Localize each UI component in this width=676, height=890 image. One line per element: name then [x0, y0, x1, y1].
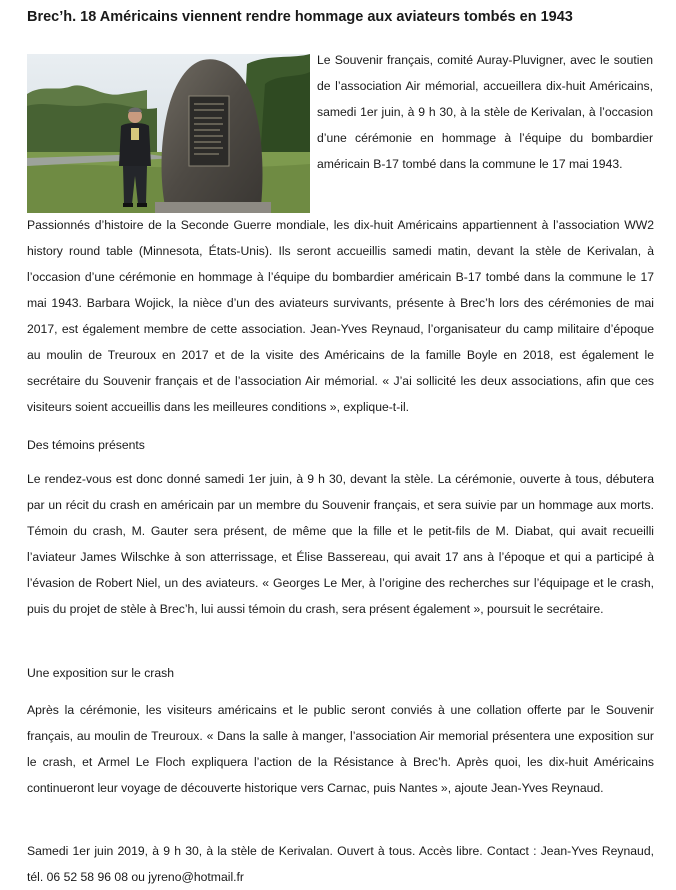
- practical-info: Samedi 1er juin 2019, à 9 h 30, à la stèle de Kerivalan. Ouvert à tous. Accès libre. Contact : Jean-Yves Reynaud, tél. 06 52 58 96 08 ou jyreno@hotmail.fr: [27, 844, 654, 884]
- body-paragraph-1: Passionnés d’histoire de la Seconde Guerre mondiale, les dix-huit Américains appartiennent à l’association WW2 history round table (Minnesota, États-Unis). Ils seront accueillis samedi matin, devant la stèle de Kerivalan, à l’occasion d’une cérémonie en hommage à l’équipe du bombardier américain B-17 tombé dans la commune le 17 mai 1943. Barbara Wojick, la nièce d’un des aviateurs survivants, présente à Brec’h lors des cérémonies de mai 2017, est également membre de cette association. Jean-Yves Reynaud, l’organisateur du camp militaire d’époque au moulin de Treuroux en 2017 et de la visite des Américains de la famille Boyle en 2018, est également le secrétaire du Souvenir français et de l’association Air mémorial. « J’ai sollicité les deux associations, afin que ces visiteurs soient accueillis dans les meilleures conditions », explique-t-il.: [27, 218, 654, 414]
- memorial-stele-photo: [27, 54, 310, 213]
- section-heading-temoins: Des témoins présents: [27, 438, 145, 452]
- article-title: Brec’h. 18 Américains viennent rendre hommage aux aviateurs tombés en 1943: [27, 9, 573, 25]
- body-paragraph-3: Après la cérémonie, les visiteurs américains et le public seront conviés à une collation offerte par le Souvenir français, au moulin de Treuroux. « Dans la salle à manger, l’association Air memorial présentera une exposition sur le crash, et Armel Le Floch expliquera l’action de la Résistance à Brec’h. Après quoi, les dix-huit Américains continueront leur voyage de découverte historique vers Carnac, puis Nantes », ajoute Jean-Yves Reynaud.: [27, 703, 654, 795]
- section-heading-exposition: Une exposition sur le crash: [27, 666, 174, 680]
- intro-paragraph: Le Souvenir français, comité Auray-Pluvigner, avec le soutien de l’association Air mémorial, accueillera dix-huit Américains, samedi 1er juin, à 9 h 30, à la stèle de Kerivalan, à l’occasion d’une cérémonie en hommage à l’équipe du bombardier américain B-17 tombé dans la commune le 17 mai 1943.: [317, 53, 653, 171]
- body-paragraph-2: Le rendez-vous est donc donné samedi 1er juin, à 9 h 30, devant la stèle. La cérémonie, ouverte à tous, débutera par un récit du crash en américain par un membre du Souvenir français, et sera suivie par un hommage aux morts. Témoin du crash, M. Gauter sera présent, de même que la fille et le petit-fils de M. Diabat, qui avait recueilli l’aviateur James Wilschke à son atterrissage, et Élise Bassereau, qui avait 17 ans à l’époque et qui a participé à l’évasion de Robert Niel, un des aviateurs. « Georges Le Mer, à l’origine des recherches sur l’équipage et le crash, puis du projet de stèle à Brec’h, lui aussi témoin du crash, sera présent également », poursuit le secrétaire.: [27, 472, 654, 616]
